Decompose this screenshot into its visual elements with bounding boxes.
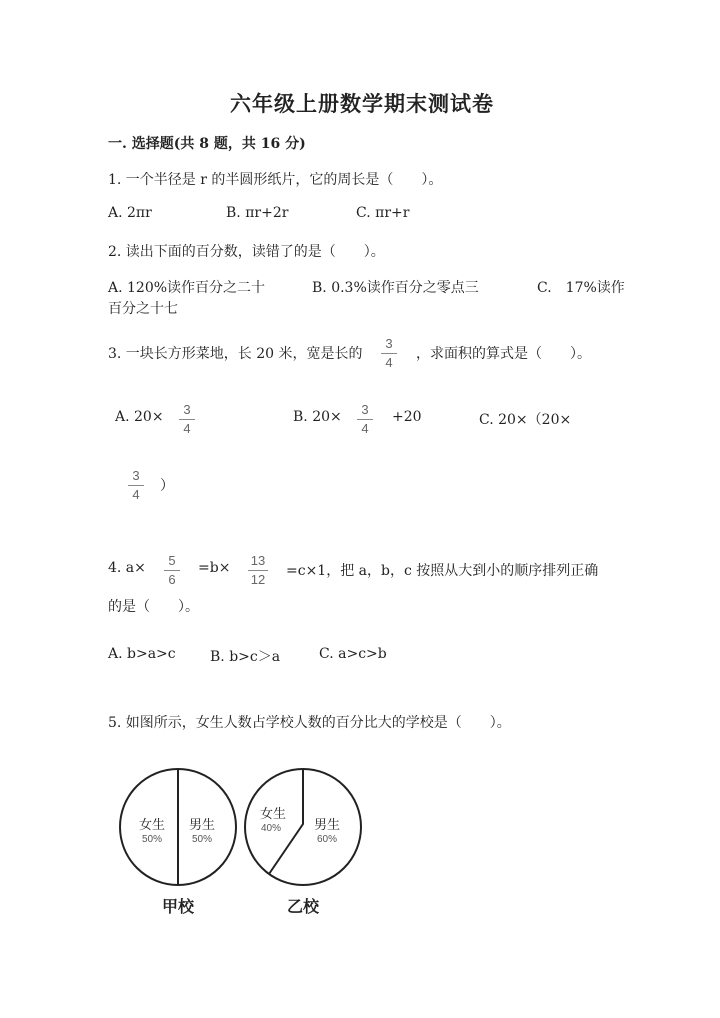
fraction-bar — [179, 419, 195, 420]
section-heading: 一. 选择题(共 8 题，共 16 分) — [108, 136, 306, 152]
q4-option-c: C. a>c>b — [319, 646, 387, 662]
fraction-numerator: 3 — [183, 402, 191, 417]
q5-stem: 5. 如图所示，女生人数占学校人数的百分比大的学校是（ ）。 — [108, 715, 511, 731]
fraction-numerator: 3 — [132, 468, 140, 483]
q1-option-c: C. πr+r — [356, 205, 410, 221]
fraction-numerator: 5 — [168, 553, 176, 568]
q3-option-b: B. 20× — [293, 409, 342, 425]
school-b-name: 乙校 — [286, 899, 320, 916]
q4-option-a: A. b>a>c — [108, 646, 176, 662]
q1-stem: 1. 一个半径是 r 的半圆形纸片，它的周长是（ ）。 — [108, 172, 443, 188]
school-b-girls-percent: 40% — [260, 823, 282, 834]
q1-option-a: A. 2πr — [108, 205, 152, 221]
q3-option-b-fraction — [354, 403, 376, 436]
q4-fraction-a — [161, 554, 183, 587]
q2-option-c-cont: 百分之十七 — [108, 301, 178, 317]
school-a-girls-label: 女生 — [138, 817, 166, 832]
fraction-bar — [381, 353, 397, 354]
school-a-name: 甲校 — [161, 899, 195, 916]
q3-option-c-close: ） — [160, 478, 174, 494]
q2-option-c: C. 17%读作 — [537, 280, 625, 296]
q4-option-b: B. b>c＞a — [210, 649, 281, 665]
school-a-girls-percent: 50% — [141, 834, 163, 845]
fraction-bar — [164, 570, 180, 571]
fraction-bar — [128, 485, 144, 486]
fraction-bar — [248, 570, 268, 571]
q4-stem-start: 4. a× — [108, 560, 146, 576]
page-title: 六年级上册数学期末测试卷 — [230, 91, 494, 116]
q2-option-a: A. 120%读作百分之二十 — [108, 280, 266, 296]
school-b-boys-label: 男生 — [313, 817, 341, 832]
fraction-denominator: 4 — [183, 421, 191, 436]
q3-option-a-fraction — [176, 403, 198, 436]
q3-option-b-tail: +20 — [392, 409, 422, 425]
pie-charts-figure — [110, 760, 380, 930]
fraction-denominator: 6 — [168, 572, 176, 587]
q2-stem: 2. 读出下面的百分数，读错了的是（ ）。 — [108, 244, 385, 260]
fraction-denominator: 12 — [250, 572, 266, 587]
fraction-numerator: 3 — [385, 336, 393, 351]
fraction-denominator: 4 — [361, 421, 369, 436]
q3-option-c-fraction — [125, 469, 147, 502]
fraction-numerator: 13 — [250, 553, 266, 568]
q3-stem-end: ，求面积的算式是（ ）。 — [416, 346, 591, 362]
q3-option-a: A. 20× — [115, 409, 164, 425]
q2-option-b: B. 0.3%读作百分之零点三 — [312, 280, 479, 296]
q4-stem-mid: =b× — [198, 560, 231, 576]
fraction-numerator: 3 — [361, 402, 369, 417]
school-b-girls-label: 女生 — [259, 806, 287, 821]
fraction-denominator: 4 — [132, 487, 140, 502]
q3-option-c: C. 20×（20× — [479, 412, 572, 428]
fraction-bar — [357, 419, 373, 420]
q4-stem-end: =c×1，把 a，b，c 按照从大到小的顺序排列正确 — [286, 563, 599, 579]
q3-stem-start: 3. 一块长方形菜地，长 20 米，宽是长的 — [108, 346, 363, 362]
q4-fraction-b — [245, 554, 271, 587]
q1-option-b: B. πr+2r — [226, 205, 289, 221]
school-a-boys-label: 男生 — [188, 817, 216, 832]
q3-fraction — [378, 337, 400, 370]
school-a-boys-percent: 50% — [191, 834, 213, 845]
school-b-pie-divider — [269, 769, 303, 874]
q4-stem-line2: 的是（ ）。 — [108, 599, 199, 615]
fraction-denominator: 4 — [385, 355, 393, 370]
school-b-boys-percent: 60% — [316, 834, 338, 845]
